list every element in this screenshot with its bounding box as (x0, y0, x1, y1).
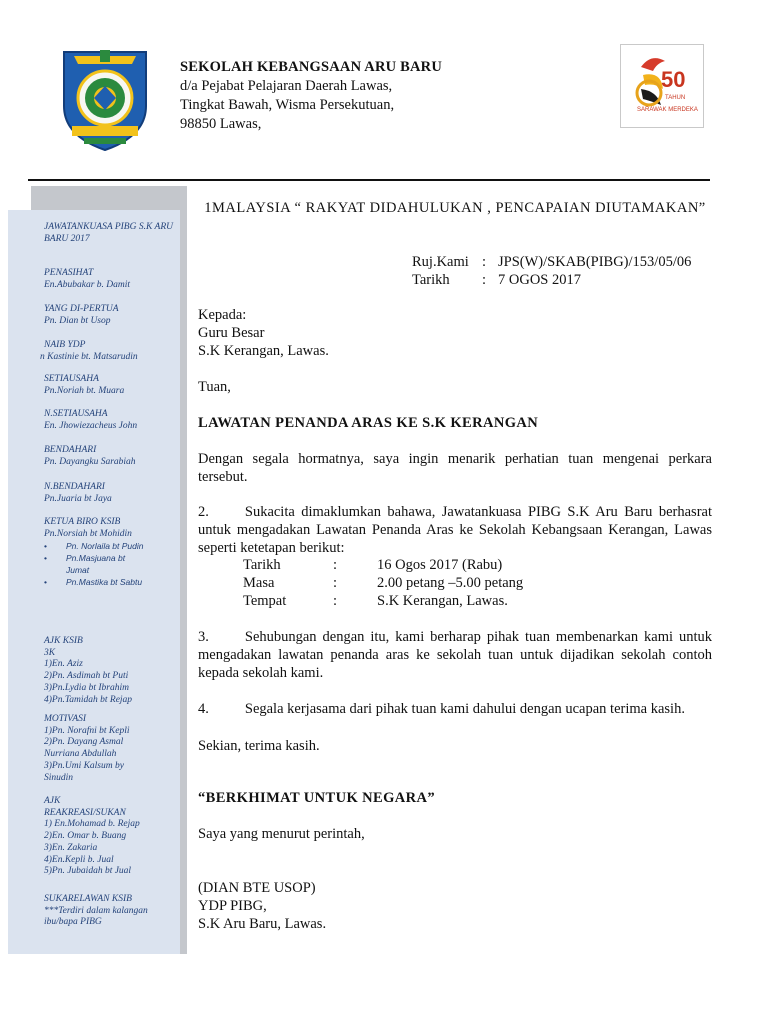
section-line: 2)Pn. Asdimah bt Puti (44, 671, 129, 682)
schedule-value: S.K Kerangan, Lawas. (377, 593, 508, 609)
section-line: Pn.Norsiah bt Mohidin (44, 528, 132, 539)
section-title: YANG DI-PERTUA (44, 304, 119, 314)
table-row (243, 592, 523, 610)
reference-block (412, 253, 691, 289)
signature-block (198, 879, 712, 933)
sidebar-section (44, 304, 178, 327)
list-item: • Pn. Norlaila bt Pudin (44, 540, 146, 552)
section-title: BENDAHARI (44, 445, 97, 455)
section-line: Pn. Dayangku Sarabiah (44, 456, 136, 467)
schedule-value: 16 Ogos 2017 (Rabu) (377, 557, 503, 573)
list-item: • Pn.Mastika bt Sabtu (44, 576, 146, 588)
sidebar-section (44, 374, 178, 397)
section-line: 1) En.Mohamad b. Rejap (44, 819, 140, 830)
paragraph-2 (198, 503, 712, 557)
address-line: Tingkat Bawah, Wisma Persekutuan, (180, 97, 395, 113)
letter-subject: LAWATAN PENANDA ARAS KE S.K KERANGAN (198, 415, 539, 431)
section-title: MOTIVASI (44, 714, 87, 724)
section-line: 5)Pn. Jubaidah bt Jual (44, 866, 132, 877)
recipient-line: Guru Besar (198, 325, 265, 341)
sidebar-section (40, 340, 178, 363)
sidebar-section (44, 636, 178, 706)
logo-line2: SARAWAK MERDEKA (637, 107, 698, 113)
logo-number: 50 (661, 67, 686, 92)
motto-heading: 1MALAYSIA “ RAKYAT DIDAHULUKAN , PENCAPAIAN DIUTAMAKAN” (204, 200, 706, 216)
visit-schedule (243, 556, 523, 610)
colon: : (333, 575, 338, 591)
section-line: 1)Pn. Norafni bt Kepli (44, 725, 130, 736)
para-number: 3. (198, 629, 209, 645)
section-title: NAIB YDP (44, 340, 86, 350)
sarawak-50-logo (620, 44, 704, 128)
section-title: N.BENDAHARI (44, 482, 105, 492)
para-number: 4. (198, 701, 209, 717)
section-title: KETUA BIRO KSIB (44, 517, 121, 527)
table-row (243, 556, 523, 574)
section-line: En. Jhowiezacheus John (44, 420, 138, 431)
slogan: “BERKHIMAT UNTUK NEGARA” (198, 790, 436, 806)
colon: : (333, 557, 338, 573)
section-line: Pn.Juaria bt Jaya (44, 493, 112, 504)
recipient-line: S.K Kerangan, Lawas. (198, 343, 329, 359)
salutation: Tuan, (198, 379, 231, 395)
address-line: 98850 Lawas, (180, 116, 262, 132)
section-line: 3K (44, 647, 56, 658)
colon: : (482, 254, 487, 270)
schedule-label: Tempat (243, 593, 287, 609)
section-line: ***Terdiri dalam kalangan ibu/bapa PIBG (44, 905, 148, 928)
section-line: 3)Pn.Umi Kalsum by Sinudin (44, 760, 124, 783)
sidebar-section (44, 409, 178, 432)
table-row (243, 574, 523, 592)
section-title: SUKARELAWAN KSIB (44, 894, 132, 904)
section-line: 3)En. Zakaria (44, 842, 98, 853)
section-line: 4)Pn.Tamidah bt Rejap (44, 694, 133, 705)
colon: : (333, 593, 338, 609)
sidebar-section (44, 482, 178, 505)
section-line: 2)En. Omar b. Buang (44, 831, 127, 842)
closing: Sekian, terima kasih. (198, 738, 320, 754)
colon: : (482, 272, 487, 288)
recipient-block (198, 306, 712, 360)
ref-value: JPS(W)/SKAB(PIBG)/153/05/06 (498, 254, 692, 270)
section-title: AJK KSIB (44, 636, 83, 646)
list-item: • Pn.Masjuana bt Jumat (44, 552, 146, 576)
header-divider (28, 179, 710, 181)
section-line: n Kastinie bt. Matsarudin (40, 351, 138, 362)
bullet-list (44, 540, 178, 588)
sidebar-section (44, 714, 178, 784)
section-line: En.Abubakar b. Damit (44, 279, 131, 290)
committee-sidebar (8, 210, 180, 954)
section-title: SETIAUSAHA (44, 374, 99, 384)
sidebar-section (44, 268, 178, 291)
school-crest-logo (60, 48, 150, 152)
sign-off: Saya yang menurut perintah, (198, 826, 365, 842)
section-line: 4)En.Kepli b. Jual (44, 854, 114, 865)
signature-name: (DIAN BTE USOP) (198, 880, 316, 896)
recipient-line: Kepada: (198, 307, 247, 323)
date-label: Tarikh (412, 272, 450, 288)
school-address (180, 58, 442, 134)
schedule-value: 2.00 petang –5.00 petang (377, 575, 524, 591)
section-title: PENASIHAT (44, 268, 94, 278)
section-line: Pn. Dian bt Usop (44, 315, 111, 326)
sidebar-section (44, 517, 178, 588)
logo-line1: TAHUN (665, 95, 686, 101)
section-line: 3)Pn.Lydia bt Ibrahim (44, 682, 129, 693)
section-line: Pn.Noriah bt. Muara (44, 385, 125, 396)
para-text: Sehubungan dengan itu, kami berharap pihak tuan membenarkan kami untuk mengadakan lawatan penanda aras ke sekolah tuan untuk dijadikan sekolah contoh kepada sekolah kami. (198, 629, 712, 681)
address-line: d/a Pejabat Pelajaran Daerah Lawas, (180, 78, 393, 94)
date-value: 7 OGOS 2017 (498, 272, 581, 288)
schedule-label: Tarikh (243, 557, 281, 573)
sidebar-section (44, 445, 178, 468)
para-text: Sukacita dimaklumkan bahawa, Jawatankuasa PIBG S.K Aru Baru berhasrat untuk mengadakan Lawatan Penanda Aras ke Sekolah Kebangsaan Kerangan, Lawas seperti ketetapan berikut: (198, 504, 712, 556)
signature-title: YDP PIBG, (198, 898, 267, 914)
signature-org: S.K Aru Baru, Lawas. (198, 916, 327, 932)
school-name: SEKOLAH KEBANGSAAN ARU BARU (180, 59, 443, 75)
paragraph-4 (198, 700, 712, 718)
sidebar-title: JAWATANKUASA PIBG S.K ARU BARU 2017 (44, 222, 173, 244)
sidebar-section (44, 894, 178, 929)
paragraph-1: Dengan segala hormatnya, saya ingin menarik perhatian tuan mengenai perkara tersebut. (198, 451, 712, 485)
para-number: 2. (198, 504, 209, 520)
section-line: 2)Pn. Dayang Asmal Nurriana Abdullah (44, 737, 124, 760)
sidebar-section (44, 796, 178, 878)
paragraph-3 (198, 628, 712, 682)
section-line: 1)En. Aziz (44, 659, 83, 670)
section-title: N.SETIAUSAHA (44, 409, 108, 419)
ref-label: Ruj.Kami (412, 254, 469, 270)
section-title: AJK REAKREASI/SUKAN (44, 796, 126, 818)
para-text: Segala kerjasama dari pihak tuan kami dahului dengan ucapan terima kasih. (244, 701, 685, 717)
schedule-label: Masa (243, 575, 275, 591)
